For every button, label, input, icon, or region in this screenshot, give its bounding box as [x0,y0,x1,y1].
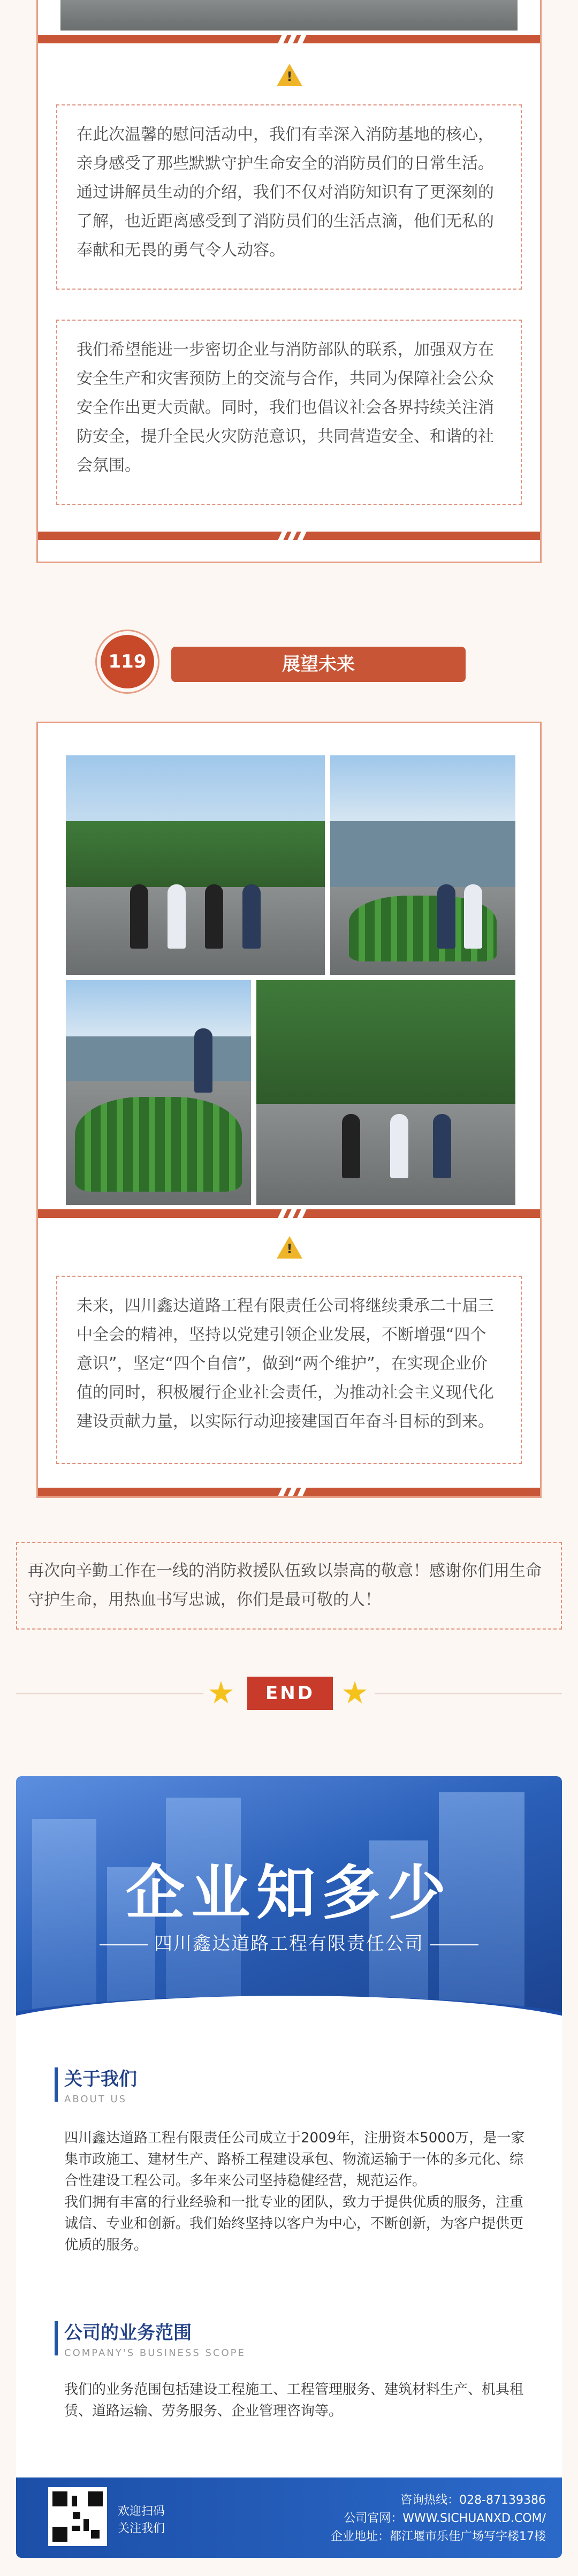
star-icon [209,1681,233,1706]
hero-subtitle: 四川鑫达道路工程有限责任公司 [16,1929,562,1955]
visit-paragraph-1: 在此次温馨的慰问活动中，我们有幸深入消防基地的核心，亲身感受了那些默默守护生命安全的消防员们的日常生活。通过讲解员生动的介绍，我们不仅对消防知识有了更深刻的了解，也近距离感受到了消防员们的生活点滴，他们无私的奉献和无畏的勇气令人动容。 [56,104,522,290]
about-heading: 关于我们 ABOUT US [64,2064,137,2105]
hotline: 咨询热线：028-87139386 [400,2494,546,2507]
photo-group-courtyard [256,980,515,1205]
visit-card [36,0,542,563]
warning-icon: ! [277,1236,302,1259]
visit-photo-top [60,0,518,31]
website-link[interactable]: 公司官网：WWW.SICHUANXD.COM/ [344,2512,546,2525]
scope-text: 我们的业务范围包括建设工程施工、工程管理服务、建筑材料生产、机具租赁、道路运输、劳务服务、企业管理咨询等。 [64,2382,524,2419]
divider-bar [38,35,540,43]
photo-watermelon-delivery [330,755,515,975]
company-hero [16,1776,562,2044]
photo-watermelon-pile [66,980,251,1205]
thanks-box: 再次向辛勤工作在一线的消防救援队伍致以崇高的敬意！感谢你们用生命守护生命，用热血书写忠诚，你们是最可敬的人！ [16,1542,562,1630]
end-line-right [375,1693,562,1694]
warning-icon: ! [277,64,302,86]
star-icon [343,1681,367,1706]
hero-title: 企业知多少 [126,1859,452,1927]
qr-code-icon[interactable] [48,2487,107,2546]
address: 企业地址：都江堰市乐佳广场写字楼17楼 [331,2530,546,2543]
end-label: END [247,1677,333,1710]
scope-heading: 公司的业务范围 COMPANY'S BUSINESS SCOPE [64,2318,246,2359]
divider-bar [38,1488,540,1496]
future-card [36,722,542,1498]
company-info [16,1776,562,2558]
section-title: 展望未来 [171,647,466,682]
section-number-badge: 119 [101,635,154,688]
footer-welcome: 欢迎扫码 关注我们 [118,2505,165,2535]
divider-bar [38,532,540,540]
footer-contact [331,2491,546,2546]
photo-officials-walking [66,755,325,975]
divider-bar [38,1209,540,1218]
end-line-left [16,1693,203,1694]
about-text: 四川鑫达道路工程有限责任公司成立于2009年，注册资本5000万，是一家集市政施工、建材生产、路桥工程建设承包、物流运输于一体的多元化、综合性建设工程公司。多年来公司坚持稳健经营，规范运作。 我们拥有丰富的行业经验和一批专业的团队，致力于提供优质的服务，注重诚信、专业和创新。我们始终坚持以客户为中心，不断创新，为客户提供更优质的服务。 [64,2130,525,2253]
company-footer [16,2477,562,2558]
visit-paragraph-2: 我们希望能进一步密切企业与消防部队的联系，加强双方在安全生产和灾害预防上的交流与合作，共同为保障社会公众安全作出更大贡献。同时，我们也倡议社会各界持续关注消防安全，提升全民火灾防范意识，共同营造安全、和谐的社会氛围。 [56,320,522,505]
future-paragraph: 未来，四川鑫达道路工程有限责任公司将继续秉承二十届三中全会的精神，坚持以党建引领企业发展，不断增强“四个意识”，坚定“四个自信”，做到“两个维护”，在实现企业价值的同时，积极履行企业社会责任，为推动社会主义现代化建设贡献力量，以实际行动迎接建国百年奋斗目标的到来。 [56,1276,522,1464]
